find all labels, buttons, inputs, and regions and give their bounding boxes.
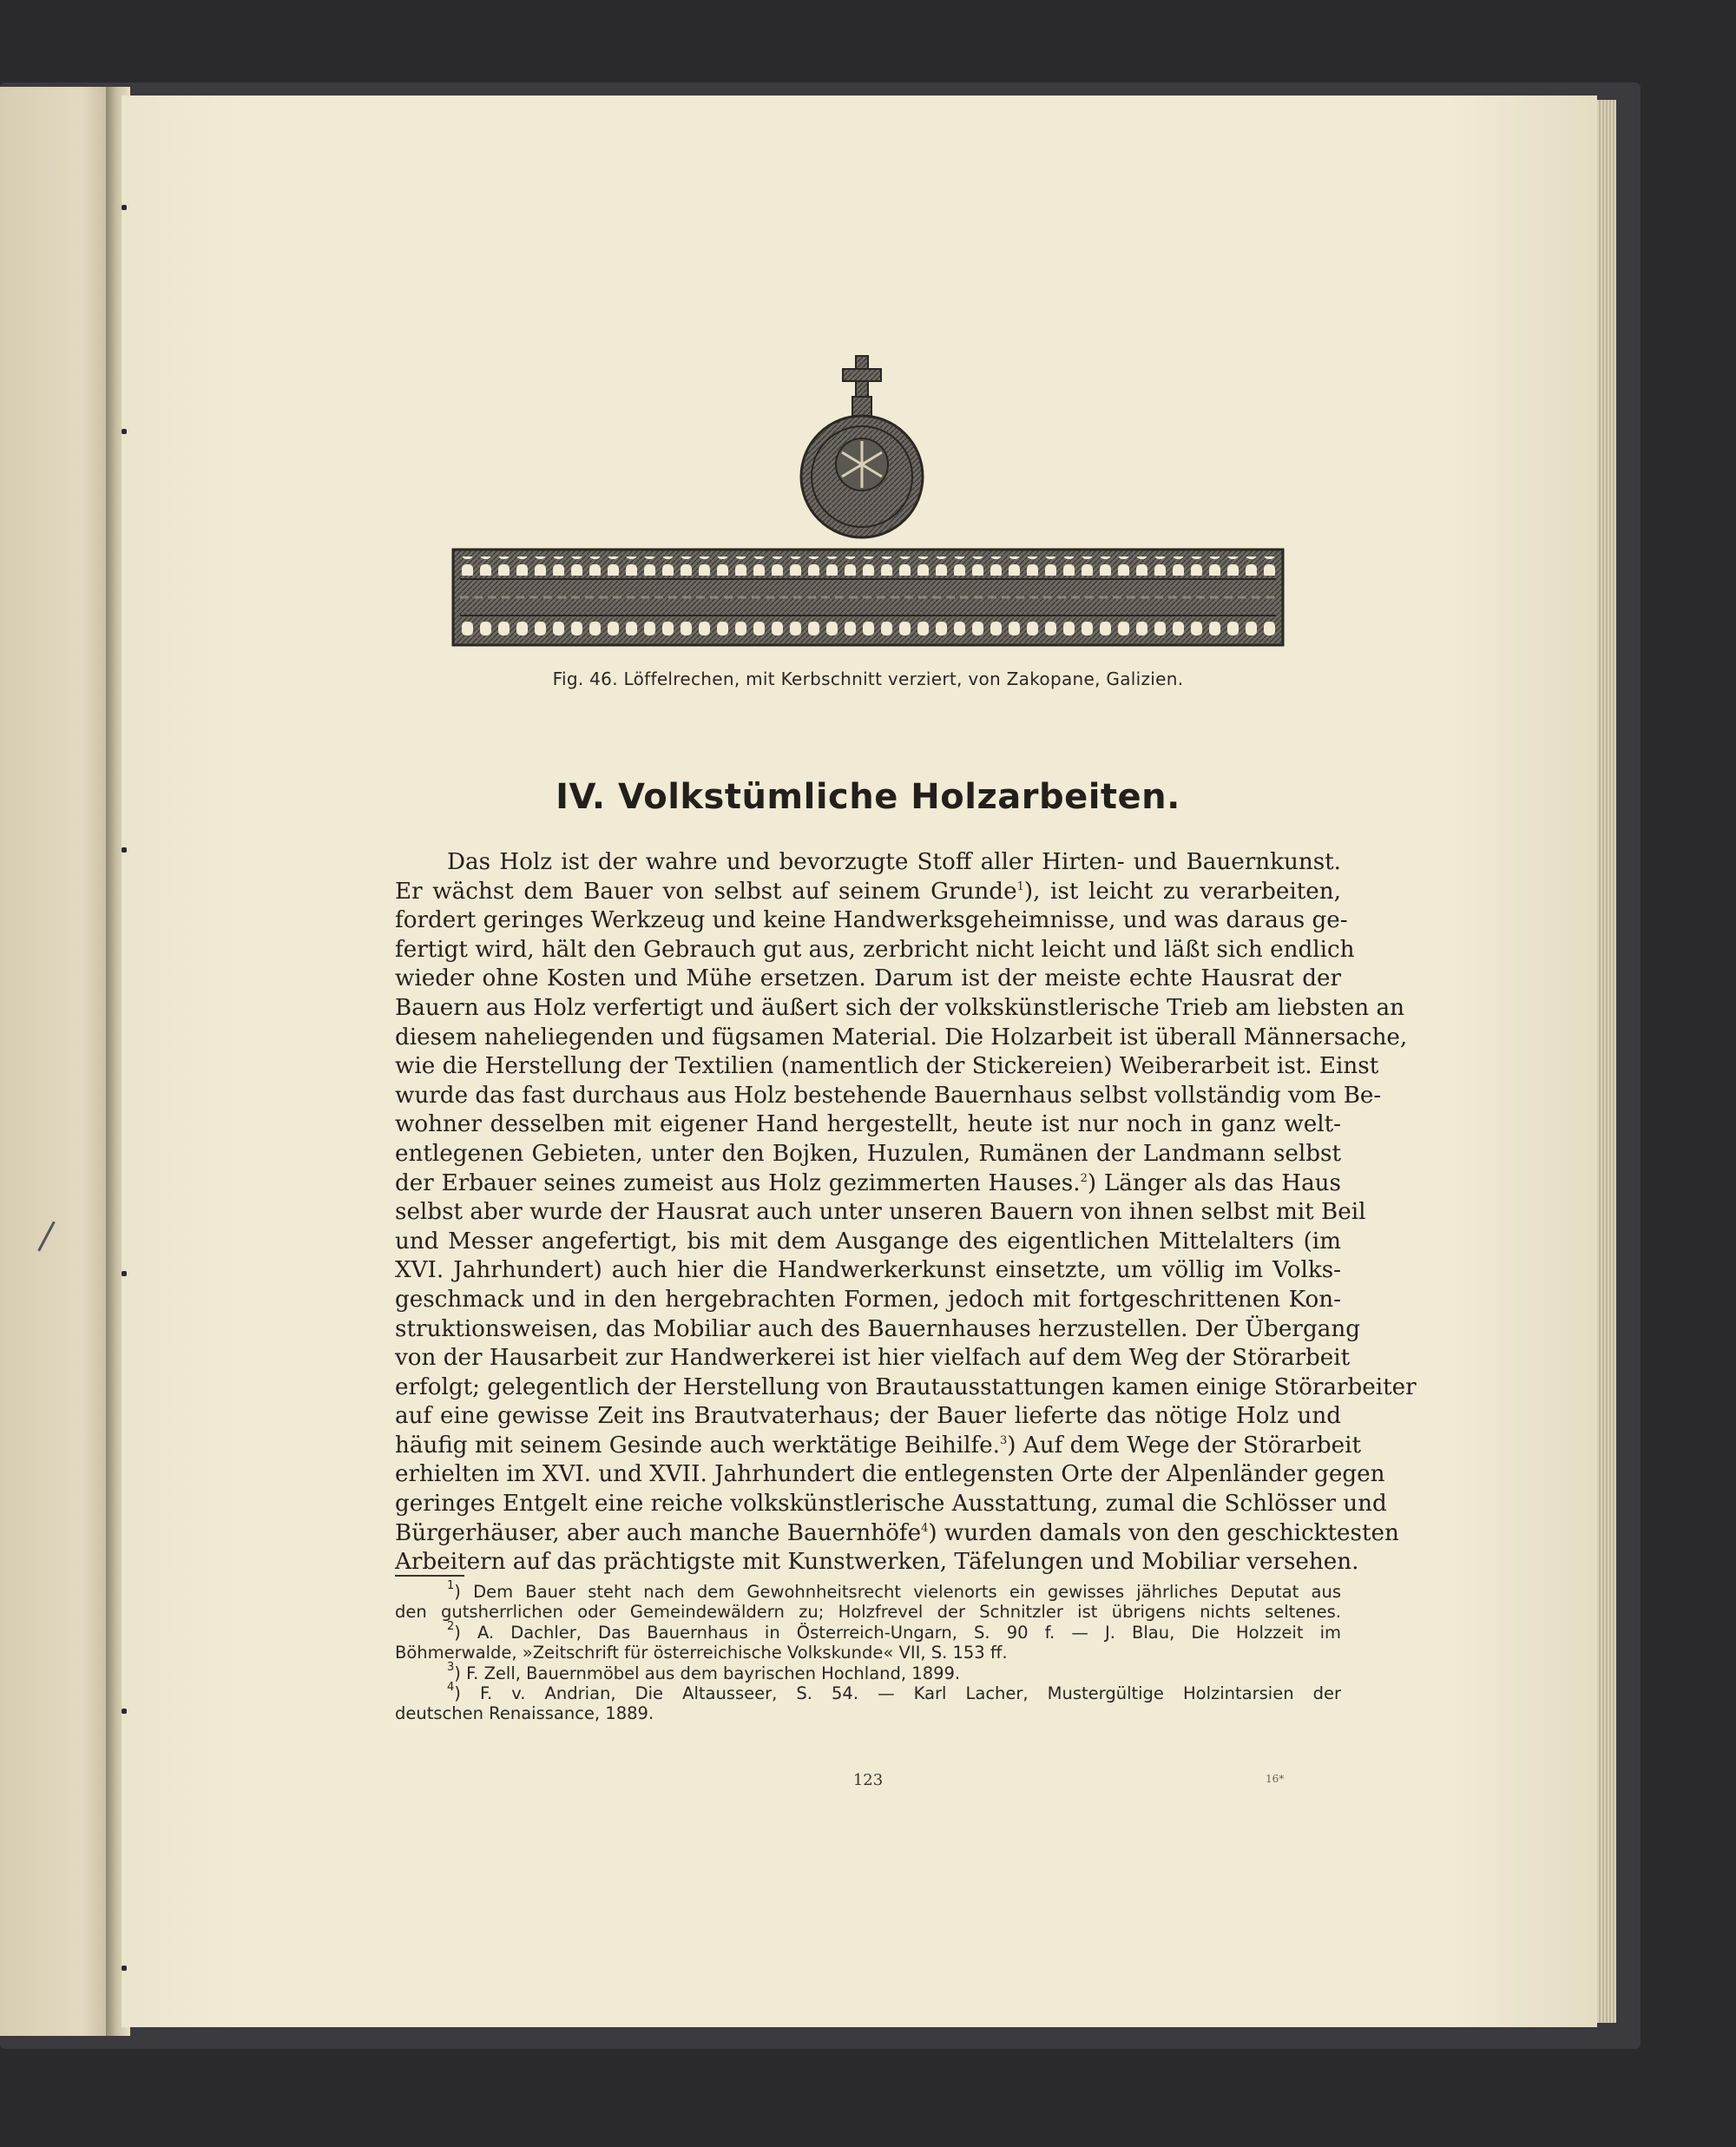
text-line: auf eine gewisse Zeit ins Brautvaterhaus; der Bauer lieferte das nötige Holz und	[395, 1403, 1341, 1430]
text-line: Bauern aus Holz verfertigt und äußert sich der volkskünstlerische Trieb am liebsten an	[395, 994, 1404, 1021]
text-line: erhielten im XVI. und XVII. Jahrhundert die entlegensten Orte der Alpenländer gegen	[395, 1461, 1385, 1488]
text-line: selbst aber wurde der Hausrat auch unter unseren Bauern von ihnen selbst mit Beil	[395, 1199, 1366, 1226]
margin-tick	[122, 1709, 127, 1714]
text-line: fertigt wird, hält den Gebrauch gut aus, zerbricht nicht leicht und läßt sich endlich	[395, 936, 1355, 963]
text-line: Bürgerhäuser, aber auch manche Bauernhöfe$^4$) wurden damals von den geschicktesten	[395, 1519, 1399, 1546]
section-heading: IV. Volkstümliche Holzarbeiten.	[556, 777, 1180, 817]
page-stack-edge	[1597, 100, 1616, 2023]
carved-spoon-rack-illustration	[451, 352, 1285, 647]
text-line: wie die Herstellung der Textilien (namentlich der Stickereien) Weiberarbeit ist. Einst	[395, 1053, 1379, 1080]
text-line: Er wächst dem Bauer von selbst auf seinem Grunde$^1$), ist leicht zu verarbeiten,	[395, 878, 1341, 905]
footnote-1: $^1$) Dem Bauer steht nach dem Gewohnheitsrecht vielenorts ein gewisses jährliches Deputat aus	[447, 1579, 1341, 1602]
text-line: der Erbauer seines zumeist aus Holz gezimmerten Hauses.$^2$) Länger als das Haus	[395, 1169, 1341, 1196]
text-line: wohner desselben mit eigener Hand hergestellt, heute ist nur noch in ganz welt-	[395, 1111, 1341, 1138]
text-line: häufig mit seinem Gesinde auch werktätige Beihilfe.$^3$) Auf dem Wege der Störarbeit	[395, 1432, 1362, 1459]
footnote-ref[interactable]: 1	[1016, 879, 1024, 893]
margin-tick	[122, 205, 127, 210]
text-line: und Messer angefertigt, bis mit dem Ausgange des eigentlichen Mittelalters (im	[395, 1228, 1341, 1255]
text-line: wurde das fast durchaus aus Holz bestehende Bauernhaus selbst vollständig vom Be-	[395, 1082, 1382, 1109]
footnotes	[395, 1579, 1341, 1724]
footnote-ref[interactable]: 3	[999, 1433, 1008, 1447]
text-line: fordert geringes Werkzeug und keine Handwerksgeheimnisse, und was daraus ge-	[395, 907, 1348, 934]
text-line: Das Holz ist der wahre und bevorzugte Stoff aller Hirten- und Bauernkunst.	[447, 849, 1341, 875]
footnote-ref[interactable]: 4	[921, 1521, 929, 1535]
text-line: struktionsweisen, das Mobiliar auch des Bauernhauses herzustellen. Der Übergang	[395, 1315, 1360, 1342]
footnote-3: $^3$) F. Zell, Bauernmöbel aus dem bayrischen Hochland, 1899.	[447, 1660, 961, 1683]
footnote-ref[interactable]: 2	[1080, 1171, 1088, 1185]
margin-tick	[122, 1271, 127, 1276]
printer-signature: 16*	[1266, 1773, 1285, 1785]
text-line: geschmack und in den hergebrachten Formen, jedoch mit fortgeschrittenen Kon-	[395, 1286, 1341, 1313]
footnote-2-cont: Böhmerwalde, »Zeitschrift für österreichische Volkskunde« VII, S. 153 ff.	[395, 1643, 1008, 1663]
text-line: diesem naheliegenden und fügsamen Material. Die Holzarbeit ist überall Männersache,	[395, 1024, 1408, 1050]
page-number: 123	[852, 1771, 884, 1789]
text-line: XVI. Jahrhundert) auch hier die Handwerkerkunst einsetzte, um völlig im Volks-	[395, 1257, 1341, 1284]
text-line: wieder ohne Kosten und Mühe ersetzen. Darum ist der meiste echte Hausrat der	[395, 965, 1341, 992]
footnote-4: $^4$) F. v. Andrian, Die Altausseer, S. 54. — Karl Lacher, Mustergültige Holzintarsien der	[447, 1680, 1341, 1703]
left-page-edge	[0, 87, 117, 2036]
text-line: erfolgt; gelegentlich der Herstellung von Brautausstattungen kamen einige Störarbeiter	[395, 1373, 1417, 1400]
text-line: Arbeitern auf das prächtigste mit Kunstwerken, Täfelungen und Mobiliar versehen.	[395, 1549, 1359, 1576]
margin-tick	[122, 429, 127, 434]
footnote-rule	[395, 1575, 464, 1577]
body-text	[395, 848, 1417, 1577]
text-line: entlegenen Gebieten, unter den Bojken, Huzulen, Rumänen der Landmann selbst	[395, 1140, 1341, 1167]
text-line: geringes Entgelt eine reiche volkskünstlerische Ausstattung, zumal die Schlösser und	[395, 1491, 1387, 1518]
spoon-rack-drawing	[451, 352, 1285, 647]
footnote-1-cont: den gutsherrlichen oder Gemeindewäldern zu; Holzfrevel der Schnitzler ist übrigens nichts seltenes.	[395, 1602, 1341, 1623]
margin-tick	[122, 1966, 127, 1971]
margin-tick	[122, 847, 127, 853]
figure-caption: Fig. 46. Löffelrechen, mit Kerbschnitt verziert, von Zakopane, Galizien.	[552, 668, 1184, 689]
footnote-2: $^2$) A. Dachler, Das Bauernhaus in Österreich-Ungarn, S. 90 f. — J. Blau, Die Holzzeit im	[447, 1619, 1341, 1643]
footnote-4-cont: deutschen Renaissance, 1889.	[395, 1703, 654, 1724]
text-line: von der Hausarbeit zur Handwerkerei ist hier vielfach auf dem Weg der Störarbeit	[395, 1345, 1351, 1372]
